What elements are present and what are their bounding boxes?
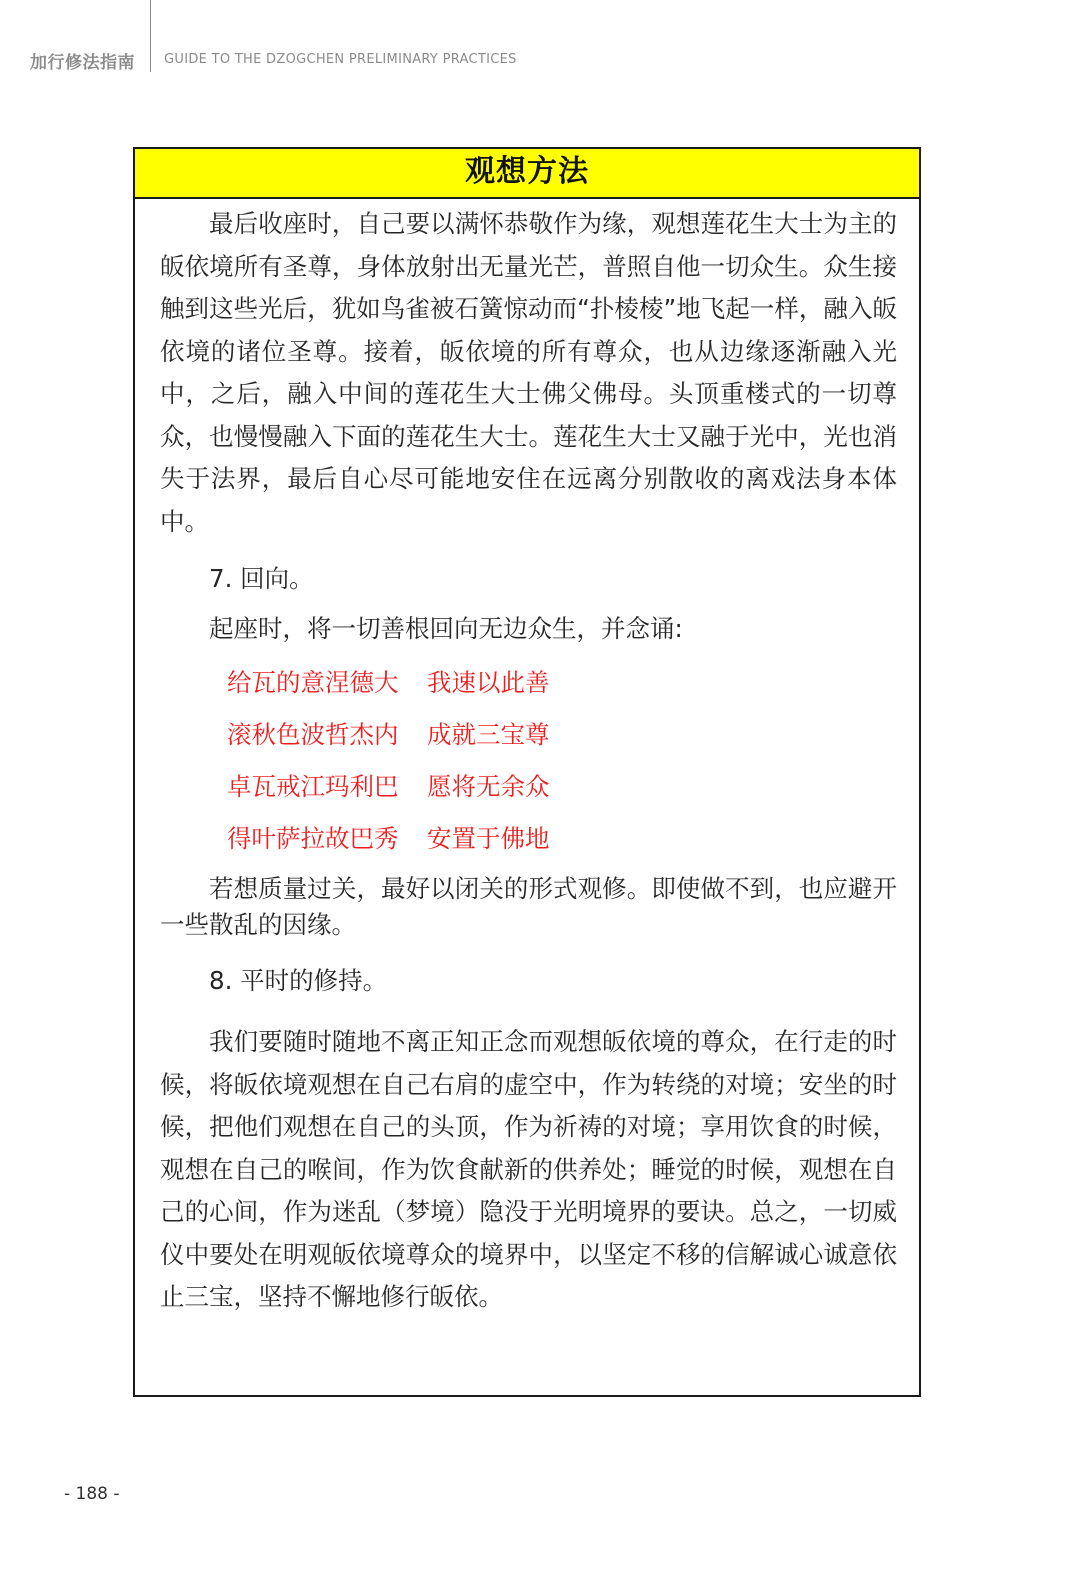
verse-meaning: 我速以此善 [427, 668, 550, 697]
section-8-heading: 8. 平时的修持。 [209, 966, 388, 995]
box-title: 观想方法 [135, 149, 919, 199]
paragraph-daily-practice: 我们要随时随地不离正知正念而观想皈依境的尊众，在行走的时候，将皈依境观想在自己右肩的虚空中，作为转绕的对境；安坐的时候，把他们观想在自己的头顶，作为祈祷的对境；享用饮食的时候，观想在自己的喉间，作为饮食献新的供养处；睡觉的时候，观想在自己的心间，作为迷乱（梦境）隐没于光明境界的要诀。总之，一切威仪中要处在明观皈依境尊众的境界中，以坚定不移的信解诚心诚意依止三宝，坚持不懈地修行皈依。 [160, 1027, 897, 1311]
verse-transliteration: 给瓦的意涅德大 [227, 668, 399, 697]
paragraph-closing-session: 最后收座时，自己要以满怀恭敬作为缘，观想莲花生大士为主的皈依境所有圣尊，身体放射出无量光芒，普照自他一切众生。众生接触到这些光后，犹如鸟雀被石簧惊动而“扑棱棱”地飞起一样，融入皈依境的诸位圣尊。接着，皈依境的所有尊众，也从边缘逐渐融入光中，之后，融入中间的莲花生大士佛父佛母。头顶重楼式的一切尊众，也慢慢融入下面的莲花生大士。莲花生大士又融于光中，光也消失于法界，最后自心尽可能地安住在远离分别散收的离戏法身本体中。 [160, 209, 897, 536]
verse-row [227, 813, 897, 865]
verse-row [227, 709, 897, 761]
section-7-intro: 起座时，将一切善根回向无边众生，并念诵: [209, 614, 683, 643]
paragraph-retreat-advice: 若想质量过关，最好以闭关的形式观修。即使做不到，也应避开一些散乱的因缘。 [160, 874, 897, 939]
box-body [135, 203, 919, 1319]
header-title-cn: 加行修法指南 [30, 53, 135, 73]
visualization-method-box [133, 147, 921, 1397]
verse-row [227, 657, 897, 709]
verse-meaning: 愿将无余众 [427, 772, 550, 801]
page-number: - 188 - [64, 1484, 120, 1504]
verse-meaning: 安置于佛地 [427, 824, 550, 853]
verse-transliteration: 滚秋色波哲杰内 [227, 720, 399, 749]
verse-transliteration: 卓瓦戒江玛利巴 [227, 772, 399, 801]
dedication-verses [160, 657, 897, 865]
verse-transliteration: 得叶萨拉故巴秀 [227, 824, 399, 853]
section-7-heading: 7. 回向。 [209, 564, 314, 593]
header-divider [150, 0, 151, 72]
verse-meaning: 成就三宝尊 [427, 720, 550, 749]
verse-row [227, 761, 897, 813]
header-title-en: GUIDE TO THE DZOGCHEN PRELIMINARY PRACTICES [164, 52, 517, 67]
running-header [30, 0, 730, 74]
